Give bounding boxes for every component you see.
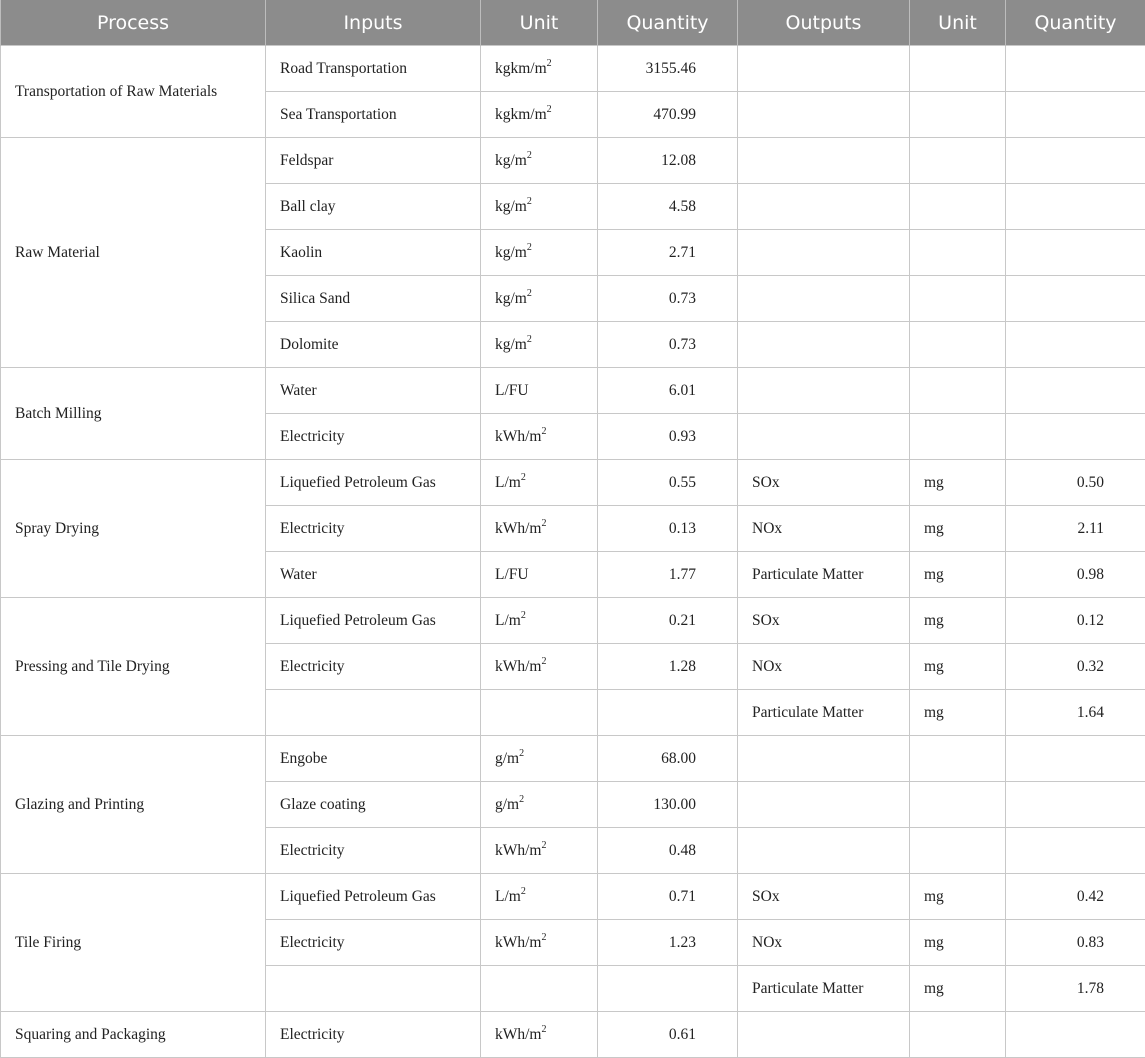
table-row — [1, 460, 1145, 506]
unit-exponent: 2 — [542, 656, 547, 667]
unit-text: L/m — [495, 888, 521, 905]
unit-exponent: 2 — [527, 242, 532, 253]
output-cell: NOx — [738, 920, 910, 966]
output-quantity-cell: 0.12 — [1006, 598, 1145, 644]
input-quantity-cell: 0.71 — [598, 874, 738, 920]
process-cell: Glazing and Printing — [1, 736, 266, 874]
input-cell: Ball clay — [266, 184, 481, 230]
input-cell: Electricity — [266, 644, 481, 690]
output-unit-cell — [910, 414, 1006, 460]
input-unit-cell — [481, 874, 598, 920]
input-quantity-cell: 130.00 — [598, 782, 738, 828]
unit-text: L/FU — [495, 566, 529, 583]
input-unit-cell — [481, 46, 598, 92]
output-quantity-cell — [1006, 138, 1145, 184]
output-unit-cell — [910, 276, 1006, 322]
input-unit-cell — [481, 690, 598, 736]
input-unit-cell — [481, 184, 598, 230]
output-quantity-cell: 0.42 — [1006, 874, 1145, 920]
header-input-quantity: Quantity — [598, 0, 738, 46]
input-quantity-cell: 1.23 — [598, 920, 738, 966]
table-row — [1, 874, 1145, 920]
output-quantity-cell — [1006, 92, 1145, 138]
output-quantity-cell: 1.78 — [1006, 966, 1145, 1012]
process-cell: Batch Milling — [1, 368, 266, 460]
unit-exponent: 2 — [527, 334, 532, 345]
input-unit-cell — [481, 782, 598, 828]
output-cell: SOx — [738, 460, 910, 506]
input-quantity-cell — [598, 966, 738, 1012]
output-cell — [738, 736, 910, 782]
output-cell: NOx — [738, 644, 910, 690]
input-unit-cell — [481, 920, 598, 966]
input-quantity-cell: 68.00 — [598, 736, 738, 782]
header-output-unit: Unit — [910, 0, 1006, 46]
input-cell: Silica Sand — [266, 276, 481, 322]
output-quantity-cell — [1006, 184, 1145, 230]
unit-exponent: 2 — [542, 932, 547, 943]
header-outputs: Outputs — [738, 0, 910, 46]
output-cell — [738, 368, 910, 414]
input-quantity-cell: 1.28 — [598, 644, 738, 690]
input-unit-cell — [481, 644, 598, 690]
unit-exponent: 2 — [521, 886, 526, 897]
output-cell — [738, 322, 910, 368]
output-quantity-cell — [1006, 322, 1145, 368]
unit-text: kgkm/m — [495, 60, 547, 77]
unit-exponent: 2 — [519, 748, 524, 759]
input-cell: Liquefied Petroleum Gas — [266, 460, 481, 506]
output-unit-cell — [910, 92, 1006, 138]
input-unit-cell — [481, 506, 598, 552]
table-row — [1, 138, 1145, 184]
output-unit-cell: mg — [910, 552, 1006, 598]
unit-exponent: 2 — [542, 1024, 547, 1035]
output-quantity-cell — [1006, 230, 1145, 276]
output-unit-cell — [910, 782, 1006, 828]
unit-text: L/m — [495, 474, 521, 491]
table-row — [1, 598, 1145, 644]
output-unit-cell: mg — [910, 966, 1006, 1012]
input-quantity-cell: 12.08 — [598, 138, 738, 184]
process-cell: Spray Drying — [1, 460, 266, 598]
input-quantity-cell: 6.01 — [598, 368, 738, 414]
output-cell — [738, 138, 910, 184]
table-row — [1, 736, 1145, 782]
unit-exponent: 2 — [519, 794, 524, 805]
unit-text: kg/m — [495, 290, 527, 307]
output-cell: Particulate Matter — [738, 690, 910, 736]
output-cell: Particulate Matter — [738, 552, 910, 598]
input-cell — [266, 966, 481, 1012]
output-unit-cell: mg — [910, 460, 1006, 506]
output-cell: SOx — [738, 598, 910, 644]
header-inputs: Inputs — [266, 0, 481, 46]
output-quantity-cell: 0.98 — [1006, 552, 1145, 598]
input-quantity-cell: 470.99 — [598, 92, 738, 138]
input-unit-cell — [481, 92, 598, 138]
output-quantity-cell: 1.64 — [1006, 690, 1145, 736]
unit-exponent: 2 — [542, 426, 547, 437]
unit-text: kWh/m — [495, 934, 542, 951]
output-unit-cell: mg — [910, 690, 1006, 736]
output-unit-cell — [910, 138, 1006, 184]
input-unit-cell — [481, 460, 598, 506]
unit-text: g/m — [495, 750, 519, 767]
unit-exponent: 2 — [542, 518, 547, 529]
input-quantity-cell: 0.55 — [598, 460, 738, 506]
unit-text: kg/m — [495, 198, 527, 215]
table-body — [1, 46, 1145, 1058]
input-cell: Electricity — [266, 1012, 481, 1058]
input-quantity-cell: 0.13 — [598, 506, 738, 552]
unit-exponent: 2 — [547, 58, 552, 69]
unit-text: kWh/m — [495, 658, 542, 675]
output-quantity-cell — [1006, 782, 1145, 828]
input-unit-cell — [481, 736, 598, 782]
output-quantity-cell: 2.11 — [1006, 506, 1145, 552]
input-quantity-cell: 0.73 — [598, 276, 738, 322]
input-cell — [266, 690, 481, 736]
input-unit-cell — [481, 552, 598, 598]
input-quantity-cell: 2.71 — [598, 230, 738, 276]
input-unit-cell — [481, 322, 598, 368]
unit-text: L/m — [495, 612, 521, 629]
input-quantity-cell — [598, 690, 738, 736]
unit-text: kWh/m — [495, 842, 542, 859]
output-cell — [738, 230, 910, 276]
input-cell: Electricity — [266, 414, 481, 460]
input-cell: Glaze coating — [266, 782, 481, 828]
input-cell: Feldspar — [266, 138, 481, 184]
output-cell — [738, 782, 910, 828]
output-cell: Particulate Matter — [738, 966, 910, 1012]
unit-exponent: 2 — [521, 472, 526, 483]
input-unit-cell — [481, 138, 598, 184]
input-quantity-cell: 1.77 — [598, 552, 738, 598]
output-unit-cell: mg — [910, 874, 1006, 920]
table-row — [1, 368, 1145, 414]
output-quantity-cell — [1006, 414, 1145, 460]
input-unit-cell — [481, 966, 598, 1012]
output-cell — [738, 46, 910, 92]
input-cell: Water — [266, 552, 481, 598]
output-unit-cell: mg — [910, 598, 1006, 644]
output-unit-cell — [910, 46, 1006, 92]
output-quantity-cell — [1006, 736, 1145, 782]
unit-text: kg/m — [495, 152, 527, 169]
output-cell — [738, 414, 910, 460]
input-cell: Electricity — [266, 920, 481, 966]
input-unit-cell — [481, 414, 598, 460]
output-cell — [738, 184, 910, 230]
output-quantity-cell — [1006, 276, 1145, 322]
output-unit-cell: mg — [910, 920, 1006, 966]
process-cell: Tile Firing — [1, 874, 266, 1012]
unit-text: kgkm/m — [495, 106, 547, 123]
input-unit-cell — [481, 598, 598, 644]
unit-text: kg/m — [495, 244, 527, 261]
unit-exponent: 2 — [521, 610, 526, 621]
input-quantity-cell: 0.73 — [598, 322, 738, 368]
unit-text: kWh/m — [495, 520, 542, 537]
input-cell: Kaolin — [266, 230, 481, 276]
output-unit-cell — [910, 184, 1006, 230]
input-cell: Road Transportation — [266, 46, 481, 92]
unit-exponent: 2 — [527, 196, 532, 207]
header-input-unit: Unit — [481, 0, 598, 46]
output-unit-cell — [910, 368, 1006, 414]
input-cell: Electricity — [266, 828, 481, 874]
input-quantity-cell: 0.61 — [598, 1012, 738, 1058]
input-quantity-cell: 3155.46 — [598, 46, 738, 92]
output-quantity-cell — [1006, 368, 1145, 414]
input-unit-cell — [481, 368, 598, 414]
output-cell — [738, 828, 910, 874]
unit-text: kWh/m — [495, 1026, 542, 1043]
input-cell: Water — [266, 368, 481, 414]
output-unit-cell: mg — [910, 644, 1006, 690]
input-cell: Engobe — [266, 736, 481, 782]
input-quantity-cell: 0.93 — [598, 414, 738, 460]
output-cell: SOx — [738, 874, 910, 920]
output-unit-cell — [910, 322, 1006, 368]
header-row — [1, 0, 1145, 46]
unit-text: L/FU — [495, 382, 529, 399]
process-cell: Raw Material — [1, 138, 266, 368]
output-unit-cell: mg — [910, 506, 1006, 552]
input-cell: Dolomite — [266, 322, 481, 368]
process-cell: Squaring and Packaging — [1, 1012, 266, 1058]
input-cell: Liquefied Petroleum Gas — [266, 598, 481, 644]
process-cell: Pressing and Tile Drying — [1, 598, 266, 736]
output-quantity-cell — [1006, 46, 1145, 92]
table-row — [1, 46, 1145, 92]
input-unit-cell — [481, 276, 598, 322]
output-unit-cell — [910, 230, 1006, 276]
input-quantity-cell: 4.58 — [598, 184, 738, 230]
output-quantity-cell: 0.83 — [1006, 920, 1145, 966]
unit-text: g/m — [495, 796, 519, 813]
output-quantity-cell: 0.50 — [1006, 460, 1145, 506]
unit-exponent: 2 — [542, 840, 547, 851]
input-quantity-cell: 0.48 — [598, 828, 738, 874]
output-cell — [738, 92, 910, 138]
output-cell — [738, 276, 910, 322]
input-quantity-cell: 0.21 — [598, 598, 738, 644]
unit-exponent: 2 — [527, 288, 532, 299]
unit-text: kWh/m — [495, 428, 542, 445]
input-cell: Liquefied Petroleum Gas — [266, 874, 481, 920]
output-quantity-cell — [1006, 828, 1145, 874]
process-cell: Transportation of Raw Materials — [1, 46, 266, 138]
output-quantity-cell: 0.32 — [1006, 644, 1145, 690]
input-cell: Electricity — [266, 506, 481, 552]
unit-text: kg/m — [495, 336, 527, 353]
output-cell: NOx — [738, 506, 910, 552]
input-unit-cell — [481, 230, 598, 276]
output-unit-cell — [910, 736, 1006, 782]
header-process: Process — [1, 0, 266, 46]
output-unit-cell — [910, 828, 1006, 874]
input-unit-cell — [481, 828, 598, 874]
unit-exponent: 2 — [547, 104, 552, 115]
input-cell: Sea Transportation — [266, 92, 481, 138]
header-output-quantity: Quantity — [1006, 0, 1145, 46]
unit-exponent: 2 — [527, 150, 532, 161]
